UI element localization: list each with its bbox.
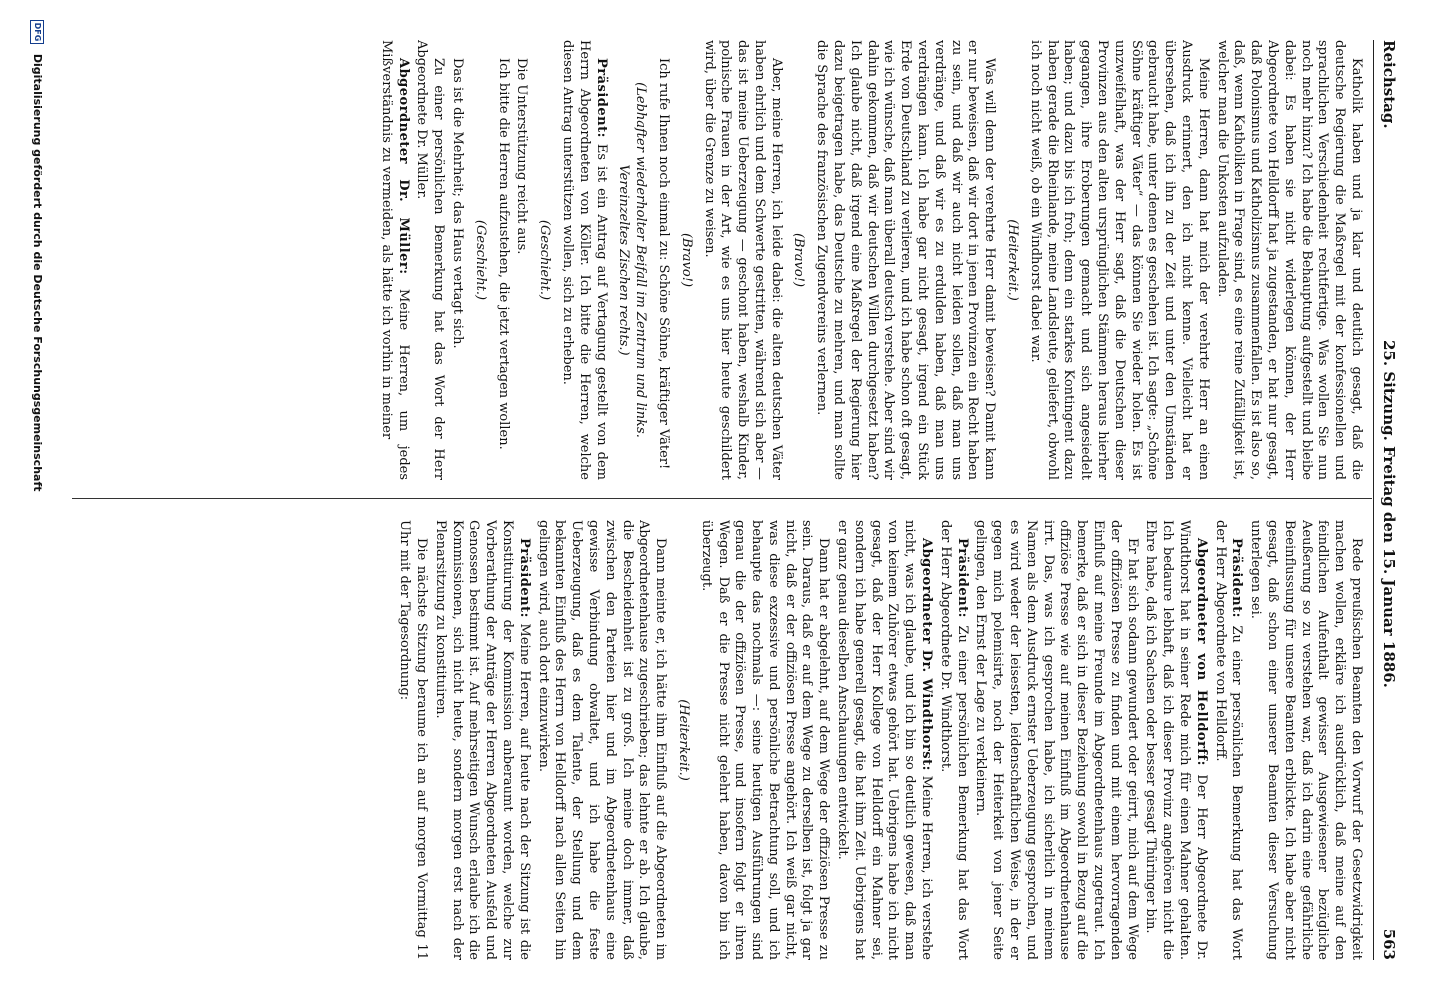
speech-paragraph xyxy=(936,520,970,960)
speech-paragraph xyxy=(558,40,608,480)
speaker-name: Präsident: xyxy=(593,58,609,138)
header-left: Reichstag. xyxy=(1380,40,1398,129)
speech-text: Meine Herren, um jedes Mißverständnis zu vermeiden, als hätte ich vorhin in meiner xyxy=(378,40,411,480)
speech-paragraph xyxy=(833,520,934,960)
page-header xyxy=(1372,40,1398,960)
body-paragraph: Rede preußischen Beamten den Vorwurf der Gesetzwidrigkeit machen wollen, erkläre ich ausdrücklich, daß meine auf den feindlichen Aufenthalt gewisser Ausgewiesener bezügliche Aeußerung so zu verstehen war, daß ich darin eine gefährliche Beeinflussung für unsere Beamten erblickte. Ich habe aber nicht gesagt, daß schon einer unserer Beamten dieser Versuchung unterlegen sei. xyxy=(1248,520,1364,960)
body-paragraph: Was will denn der verehrte Herr damit beweisen? Damit kann er nur beweisen, daß wir dort in jenen Provinzen ein Recht haben zu sein, und daß wir auch nicht leiden sollen, daß man uns verdränge, und daß wir es zu erdulden haben, daß man uns verdrängen kann. Ich habe gar nicht gesagt, irgend ein Stück Erde von Deutschland zu verlieren, und ich habe schon oft gesagt, wie ich wünsche, daß man überall deutsch verstehe. Aber sind wir dahin gekommen, daß wir deutschen Willen durchgesetzt haben? Ich glaube nicht, daß irgend eine Maßregel der Regierung hier dazu beigetragen habe, das Deutsche zu mehren, und man sollte die Sprache des französischen Zugendvereins verlernen. xyxy=(814,40,998,480)
stage-direction: (Bravo!) xyxy=(678,232,694,288)
body-paragraph: Ich bitte die Herren aufzustehen, die jetzt vertagen wollen. xyxy=(495,58,511,450)
stage-direction: (Bravo!) xyxy=(791,232,807,288)
header-center: 25. Sitzung. Freitag den 15. Januar 1886. xyxy=(1380,340,1398,688)
speech-paragraph xyxy=(1211,520,1245,960)
body-paragraph: Die Unterstützung reicht aus. xyxy=(514,58,530,255)
stage-direction: (Heiterkeit.) xyxy=(1005,219,1021,301)
speaker-name: Präsident: xyxy=(954,538,970,618)
speech-text: Meine Herren, auf heute nach der Sitzung ist die Konstituirung der Kommission anberaumt worden, welche zur Vorberathung der Anträge der Herren Abgeordneten Ausfeld und Genossen bestimmt ist. Auf mehrseitigen Wunsch erlaube ich die Kommissionen, sich nicht heute, sondern morgen erst nach der Plenarsitzung zu konstituiren. xyxy=(432,520,532,960)
body-paragraph: Ich rufe Ihnen noch einmal zu: Schöne Söhne, kräftiger Väter! xyxy=(655,58,671,470)
body-paragraph: Dann hat er abgelehnt, auf dem Wege der offiziösen Presse zu sein. Daraus, daß er auf dem Wege zu derselben ist, folgt ja gar nicht, daß er der offiziösen Presse angehört. Ich weiß gar nicht, was diese exzessive und persönliche Betrachtung soll, und ich behaupte das nochmals —: seine heutigen Ausführungen sind genau die der offiziösen Presse, und insofern folgt er ihren Wegen. Daß er die Presse nicht gelehrt haben, davon bin ich überzeugt. xyxy=(698,520,832,960)
dfg-logo-icon: DFG xyxy=(30,20,44,44)
speaker-name: Präsident: xyxy=(516,538,532,618)
speech-text: Zu einer persönlichen Bemerkung hat das Wort der Herr Abgeordnete Dr. Windthorst. xyxy=(937,520,970,960)
body-paragraph: Die nächste Sitzung beraume ich an auf morgen Vormittag 11 Uhr mit der Tagesordnung: xyxy=(397,520,429,960)
body-paragraph: Das ist die Mehrheit; das Haus vertagt sich. xyxy=(449,58,465,349)
body-paragraph: Zu einer persönlichen Bemerkung hat das Wort der Herr Abgeordnete Dr. Müller. xyxy=(414,40,447,480)
speech-paragraph xyxy=(431,520,532,960)
speech-text: Zu einer persönlichen Bemerkung hat das Wort der Herr Abgeordnete von Helldorff. xyxy=(1212,520,1245,960)
body-paragraph: Dann meinte er, ich hätte ihm Einfluß auf die Abgeordneten im Abgeordnetenhause zugeschrieben; das lehnte er ab. Ich glaube, die Bescheidenheit ist zu groß. Ich meine doch immer, daß zwischen den Parteien hier und im Abgeordnetenhaus eine gewisse Verbindung obwaltet, und ich habe die feste Ueberzeugung, daß es dem Talente, der Stellung und dem bekannten Einfluß des Herrn von Helldorff nach allen Seiten hin gelingen wird, auch dort einzuwirken. xyxy=(535,520,669,960)
stage-direction: (Geschieht.) xyxy=(537,219,553,301)
speaker-name: Abgeordneter von Helldorff: xyxy=(1193,538,1209,766)
speaker-name: Abgeordneter Dr. Windthorst: xyxy=(919,538,935,771)
page-number: 563 xyxy=(1380,928,1398,960)
speech-text: Es ist ein Antrag auf Vertagung gestellt von dem Herrn Abgeordneten von Köller. Ich bitte die Herren, welche diesen Antrag unterstützen wollen, sich zu erheben. xyxy=(559,40,609,480)
column-divider xyxy=(72,498,1372,499)
speech-paragraph xyxy=(1142,520,1209,960)
stage-direction: (Lebhafter wiederholter Beifall im Zentrum und links. Vereinzeltes Zischen rechts.) xyxy=(616,82,649,438)
stage-direction: (Geschieht.) xyxy=(472,219,488,301)
speech-text: Meine Herren, ich verstehe nicht, was ich glaube, und ich bin so deutlich gewesen, daß man von keinem Zuhörer etwas gehört hat. Uebrigens habe ich nicht gesagt, daß der Herr Kollege von Helldorff ein Mahner sei, sondern ich habe generell gesagt, die hat ihm Zeit. Uebrigens hat er ganz genau dieselben Anschauungen entwickelt. xyxy=(835,520,935,960)
speaker-name: Präsident: xyxy=(1229,538,1245,618)
speech-text: Der Herr Abgeordnete Dr. Windthorst hat in seiner Rede mich für einen Mahner gehalten. Ich bedaure lebhaft, daß ich dieser Provinz angehören nicht die Ehre habe, daß ich Sachsen oder besser gesagt Thüringer bin. xyxy=(1143,520,1209,960)
body-paragraph: Meine Herren, dann hat mich der verehrte Herr an einen Ausdruck erinnert, den ich nicht kenne. Vielleicht hat er übersehen, daß ich ihn zu der Zeit und unter den Umständen gebraucht habe, unter denen es geschehen ist. Ich sagte: „Schöne Söhne kräftiger Väter“ — das können Sie wieder holen. Es ist unzweifelhaft, was der Herr sagt, daß die Deutschen dieser Provinzen aus den alten ursprünglichen Stämmen heraus hierher gegangen, ihre Eroberungen gemacht und sich angesiedelt haben; und dazu bis ich froh; denn ein starkes Kontingent dazu haben gerade die Rheinlande, meine Landsleute, geliefert, obwohl ich noch nicht weiß, ob ein Windhorst dabei war. xyxy=(1027,40,1211,480)
speaker-name: Abgeordneter Dr. Müller: xyxy=(395,58,411,275)
body-paragraph: Aber, meine Herren, ich leide dabei: die alten deutschen Väter haben ehrlich und dem Schwerte gestritten, während sich aber — das ist meine Ueberzeugung — geschont haben, weshalb Kinder, polnische Frauen in der Art, wie es uns hier heute geschildert wird, über die Grenze zu weisen. xyxy=(701,40,784,480)
funding-footer xyxy=(24,20,44,980)
speech-paragraph xyxy=(377,40,411,480)
funding-text: Digitalisierung gefördert durch die Deutsche Forschungsgemeinschaft xyxy=(31,53,44,492)
right-column xyxy=(104,520,1364,960)
left-column xyxy=(104,40,1364,480)
body-paragraph: Er hat sich sodann gewundert oder geirrt, mich auf dem Wege der offiziösen Presse zu finden und mit einem hervorragenden Einfluß auf meine Freunde im Abgeordnetenhaus zugetraut. Ich bemerke, daß er sich in dieser Beziehung sowohl in Bezug auf die offiziöse Presse wie auf meinen Einfluß im Abgeordnetenhause irrt. Das, was ich gesprochen habe, ich sicherlich in meinem Namen als dem Ausdruck ernster Ueberzeugung gesprochen, und es wird weder der leisesten, leidenschaftlichen Weise, in der er gegen mich polemisirte, noch der Heiterkeit von jener Seite gelingen, den Ernst der Lage zu verkleinern. xyxy=(973,520,1140,960)
header-rule xyxy=(1373,40,1374,960)
body-paragraph: Katholik haben und ja klar und deutlich gesagt, daß die deutsche Regierung die Maßregel mit der konfessionellen und sprachlichen Verschiedenheit rechtfertige. Was wollen Sie nun noch mehr hinzu? Ich habe die Behauptung aufgestellt und bleibe dabei: Es haben sie nicht widerlegen können, der Herr Abgeordnete von Helldorff hat ja zugestanden, er hat nur gesagt, daß Polonismus und Katholizismus zusammenfallen. Es ist also so, daß, wenn Katholiken in Frage sind, es eine reine Zufälligkeit ist, welcher man die Unkosten aufzuladen. xyxy=(1214,40,1364,480)
stage-direction: (Heiterkeit.) xyxy=(675,699,691,781)
